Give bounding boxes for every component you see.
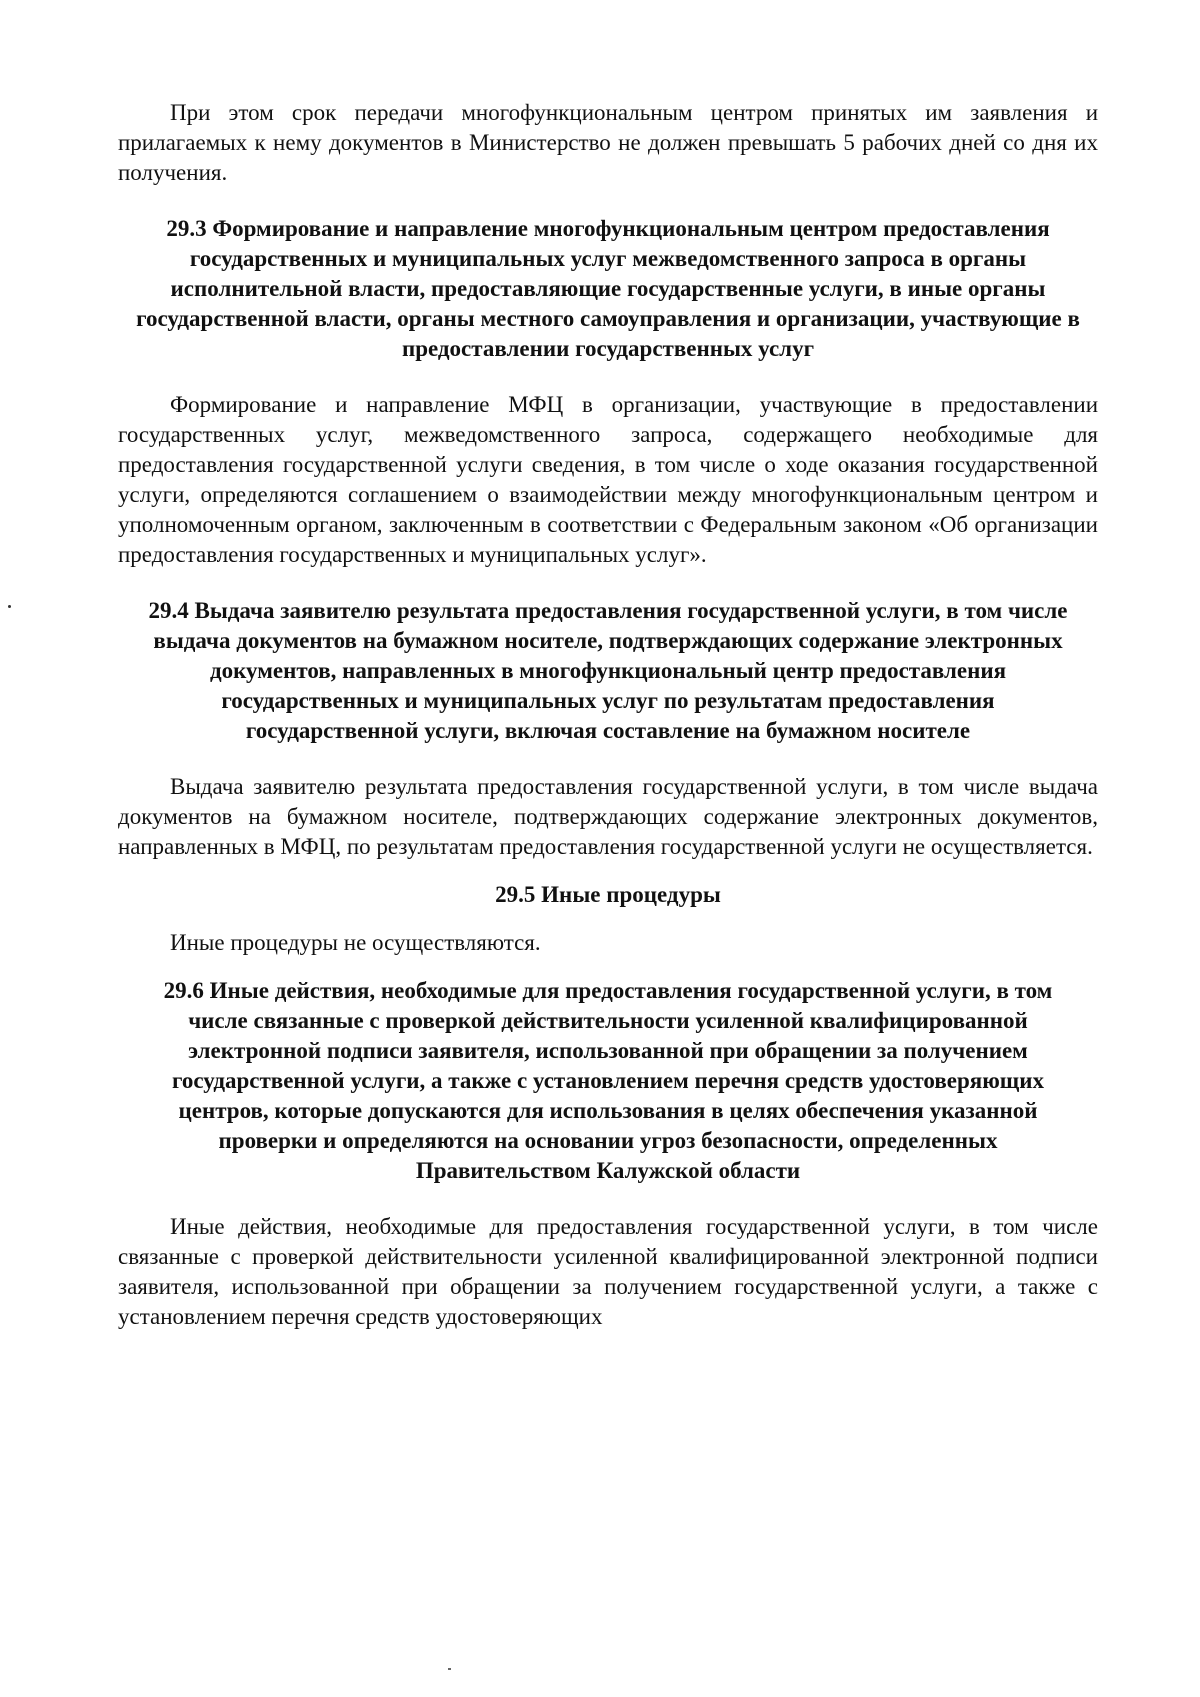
heading-29-3: 29.3 Формирование и направление многофункциональным центром предоставления государственных и муниципальных услуг межведомственного запроса в органы исполнительной власти, предоставляющие государственные услуги, в иные органы государственной власти, органы местного самоуправления и организации, участвующие в предоставлении государственных услуг <box>136 216 1080 361</box>
document-body <box>118 98 1098 1332</box>
scan-speck <box>8 605 11 608</box>
scan-mark-bottom <box>448 1668 451 1670</box>
paragraph-result-issuance: Выдача заявителю результата предоставления государственной услуги, в том числе выдача документов на бумажном носителе, подтверждающих содержание электронных документов, направленных в МФЦ, по результатам предоставления государственной услуги не осуществляется. <box>118 774 1098 859</box>
paragraph-interagency-request: Формирование и направление МФЦ в организации, участвующие в предоставлении государственных услуг, межведомственного запроса, содержащего необходимые для предоставления государственной услуги сведения, в том числе о ходе оказания государственной услуги, определяются соглашением о взаимодействии между многофункциональным центром и уполномоченным органом, заключенным в соответствии с Федеральным законом «Об организации предоставления государственных и муниципальных услуг». <box>118 392 1098 567</box>
heading-29-6: 29.6 Иные действия, необходимые для предоставления государственной услуги, в том числе связанные с проверкой действительности усиленной квалифицированной электронной подписи заявителя, использованной при обращении за получением государственной услуги, а также с установлением перечня средств удостоверяющих центров, которые допускаются для использования в целях обеспечения указанной проверки и определяются на основании угроз безопасности, определенных Правительством Калужской области <box>163 978 1053 1183</box>
paragraph-other-actions: Иные действия, необходимые для предоставления государственной услуги, в том числе связанные с проверкой действительности усиленной квалифицированной электронной подписи заявителя, использованной при обращении за получением государственной услуги, а также с установлением перечня средств удостоверяющих <box>118 1214 1098 1329</box>
paragraph-other-procedures: Иные процедуры не осуществляются. <box>170 930 541 955</box>
heading-29-5: 29.5 Иные процедуры <box>495 882 721 907</box>
heading-29-4: 29.4 Выдача заявителю результата предоставления государственной услуги, в том числе выдача документов на бумажном носителе, подтверждающих содержание электронных документов, направленных в многофункциональный центр предоставления государственных и муниципальных услуг по результатам предоставления государственной услуги, включая составление на бумажном носителе <box>148 598 1068 743</box>
paragraph-transfer-deadline: При этом срок передачи многофункциональным центром принятых им заявления и прилагаемых к нему документов в Министерство не должен превышать 5 рабочих дней со дня их получения. <box>118 100 1098 185</box>
